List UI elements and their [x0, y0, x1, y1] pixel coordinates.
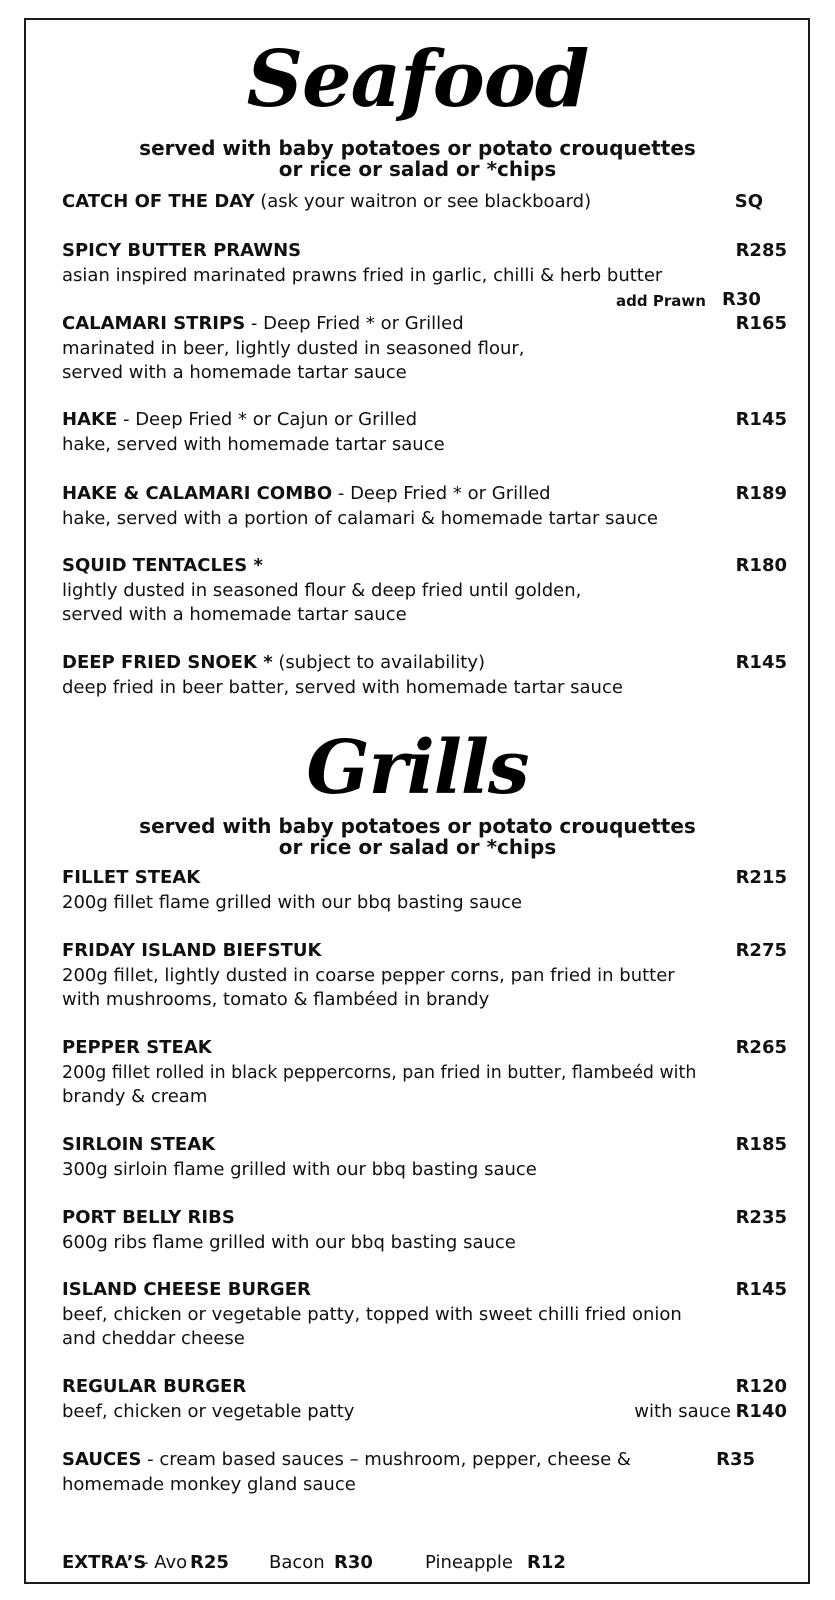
menu-item	[62, 1036, 787, 1110]
item-extra: - Deep Fried * or Cajun or Grilled	[117, 409, 417, 430]
item-description: served with a homemade tartar sauce	[62, 362, 407, 383]
menu-item	[62, 482, 787, 531]
item-price: R265	[735, 1037, 787, 1058]
grills-heading: Grills	[306, 725, 529, 811]
menu-item	[62, 1278, 787, 1352]
item-description: 300g sirloin flame grilled with our bbq basting sauce	[62, 1158, 537, 1180]
item-note: (ask your waitron or see blackboard)	[254, 191, 592, 212]
item-price: R35	[716, 1449, 755, 1470]
item-extra: - cream based sauces – mushroom, pepper, cheese &	[141, 1449, 631, 1470]
extras-bacon-price: R30	[334, 1552, 373, 1573]
menu-item	[62, 239, 787, 288]
item-price: R180	[735, 555, 787, 576]
item-price: R285	[735, 240, 787, 261]
item-description: 200g fillet flame grilled with our bbq basting sauce	[62, 891, 523, 913]
item-description: 200g fillet rolled in black peppercorns, pan fried in butter, flambeéd with	[62, 1062, 697, 1083]
item-extra: (subject to availability)	[272, 652, 486, 673]
item-description: homemade monkey gland sauce	[62, 1473, 356, 1495]
item-description: asian inspired marinated prawns fried in garlic, chilli & herb butter	[62, 264, 663, 286]
item-description: brandy & cream	[62, 1086, 208, 1107]
item-description: 600g ribs flame grilled with our bbq basting sauce	[62, 1231, 516, 1253]
item-name: DEEP FRIED SNOEK *	[62, 652, 273, 673]
item-price: R189	[735, 483, 787, 504]
add-prawn-price: R30	[722, 289, 761, 310]
item-description: lightly dusted in seasoned flour & deep fried until golden,	[62, 579, 582, 601]
with-sauce-price: R140	[735, 1400, 787, 1422]
item-name: FRIDAY ISLAND BIEFSTUK	[62, 940, 322, 961]
item-name: CATCH OF THE DAY	[62, 191, 255, 212]
item-price: R185	[735, 1134, 787, 1155]
item-description: hake, served with homemade tartar sauce	[62, 433, 445, 455]
item-price: R215	[735, 867, 787, 888]
item-description: and cheddar cheese	[62, 1328, 245, 1349]
extras-bacon-label: Bacon	[269, 1552, 325, 1573]
item-price: R165	[735, 313, 787, 334]
menu-item	[62, 1375, 787, 1424]
menu-item	[62, 1448, 787, 1497]
menu-item	[62, 312, 787, 386]
grills-subtitle-line1: served with baby potatoes or potato crouquettes	[139, 814, 696, 838]
menu-item-catch-of-the-day	[62, 190, 787, 215]
item-name: REGULAR BURGER	[62, 1376, 247, 1397]
menu-item	[62, 651, 787, 700]
extras-pineapple-price: R12	[527, 1552, 566, 1573]
menu-item	[62, 1206, 787, 1255]
item-price: R145	[735, 652, 787, 673]
item-extra: - Deep Fried * or Grilled	[245, 313, 464, 334]
grills-subtitle-line2: or rice or salad or *chips	[278, 835, 557, 859]
menu-item	[62, 939, 787, 1013]
item-name: CALAMARI STRIPS	[62, 313, 246, 334]
extras-avo-price: R25	[190, 1552, 229, 1573]
item-description: beef, chicken or vegetable patty	[62, 1400, 355, 1422]
item-name: SAUCES	[62, 1449, 142, 1470]
seafood-subtitle-line1: served with baby potatoes or potato crouquettes	[139, 136, 696, 160]
item-description: marinated in beer, lightly dusted in seasoned flour,	[62, 337, 525, 359]
seafood-subtitle-line2: or rice or salad or *chips	[278, 157, 557, 181]
menu-item	[62, 1133, 787, 1182]
item-description: served with a homemade tartar sauce	[62, 604, 407, 625]
extras-pineapple-label: Pineapple	[425, 1552, 513, 1573]
item-description: 200g fillet, lightly dusted in coarse pepper corns, pan fried in butter	[62, 964, 675, 986]
item-name: SQUID TENTACLES *	[62, 555, 263, 576]
item-description: hake, served with a portion of calamari & homemade tartar sauce	[62, 507, 658, 529]
item-name: FILLET STEAK	[62, 867, 201, 888]
item-name: SIRLOIN STEAK	[62, 1134, 216, 1155]
item-price: R120	[735, 1376, 787, 1397]
item-price: R145	[735, 1279, 787, 1300]
add-prawn-label: add Prawn	[616, 292, 706, 310]
item-description: with mushrooms, tomato & flambéed in brandy	[62, 989, 490, 1010]
item-price: R145	[735, 409, 787, 430]
item-name: HAKE & CALAMARI COMBO	[62, 483, 333, 504]
menu-item	[62, 554, 787, 628]
item-name: PEPPER STEAK	[62, 1037, 212, 1058]
seafood-heading: Seafood	[246, 34, 589, 125]
menu-item	[62, 866, 787, 915]
item-price: R235	[735, 1207, 787, 1228]
item-description: beef, chicken or vegetable patty, topped with sweet chilli fried onion	[62, 1303, 682, 1325]
menu-item	[62, 408, 787, 457]
item-price: SQ	[734, 191, 763, 212]
item-name: ISLAND CHEESE BURGER	[62, 1279, 311, 1300]
item-name: HAKE	[62, 409, 118, 430]
extras-label: EXTRA’S	[62, 1552, 147, 1573]
extras-avo-label: - Avo	[142, 1552, 188, 1573]
item-extra: - Deep Fried * or Grilled	[332, 483, 551, 504]
item-name: PORT BELLY RIBS	[62, 1207, 235, 1228]
item-price: R275	[735, 940, 787, 961]
item-name: SPICY BUTTER PRAWNS	[62, 240, 302, 261]
with-sauce-label: with sauce	[634, 1400, 731, 1422]
item-description: deep fried in beer batter, served with homemade tartar sauce	[62, 676, 623, 698]
